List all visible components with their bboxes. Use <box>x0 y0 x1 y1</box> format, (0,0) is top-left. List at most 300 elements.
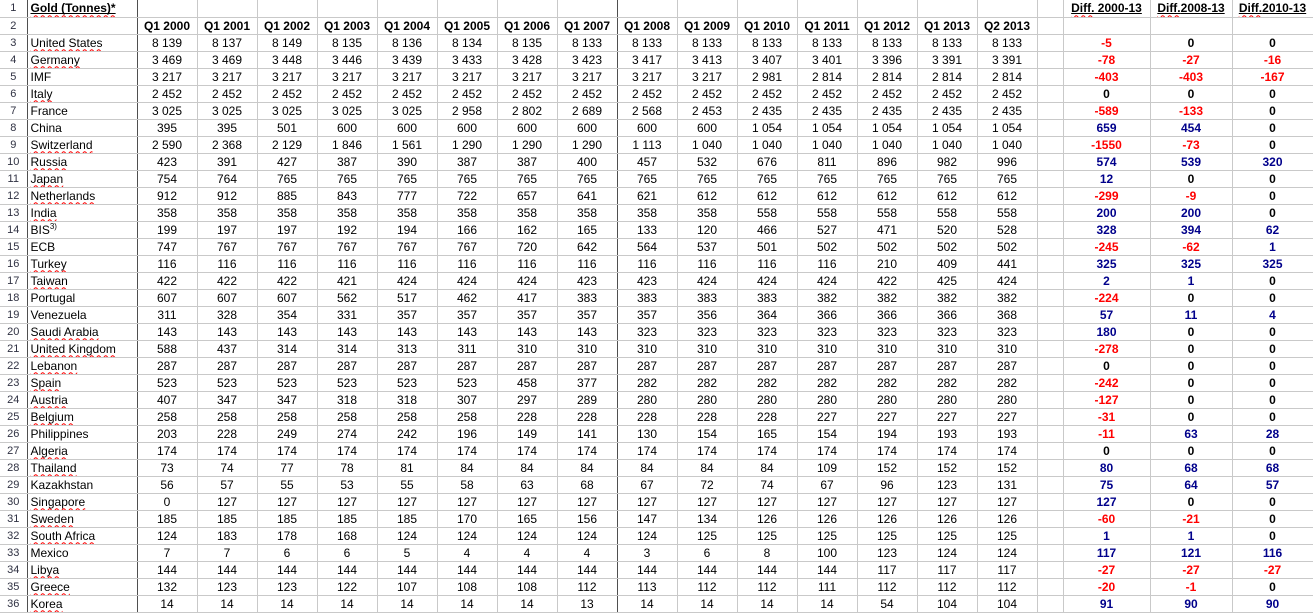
quarter-header[interactable]: Q1 2001 <box>197 17 257 34</box>
value-cell[interactable]: 588 <box>137 340 197 357</box>
empty-cell[interactable] <box>497 0 557 17</box>
value-cell[interactable]: 170 <box>437 510 497 527</box>
value-cell[interactable]: 174 <box>137 442 197 459</box>
value-cell[interactable]: 156 <box>557 510 617 527</box>
value-cell[interactable]: 3 401 <box>797 51 857 68</box>
empty-cell[interactable] <box>1037 357 1063 374</box>
value-cell[interactable]: 310 <box>797 340 857 357</box>
diff-cell[interactable]: -73 <box>1150 136 1232 153</box>
value-cell[interactable]: 280 <box>677 391 737 408</box>
diff-cell[interactable]: 0 <box>1232 408 1313 425</box>
value-cell[interactable]: 391 <box>197 153 257 170</box>
diff-cell[interactable]: 0 <box>1063 357 1150 374</box>
row-number[interactable]: 28 <box>0 459 27 476</box>
value-cell[interactable]: 13 <box>557 595 617 612</box>
value-cell[interactable]: 765 <box>737 170 797 187</box>
value-cell[interactable]: 4 <box>437 544 497 561</box>
value-cell[interactable]: 1 054 <box>977 119 1037 136</box>
diff-cell[interactable]: 0 <box>1232 493 1313 510</box>
diff-cell[interactable]: 64 <box>1150 476 1232 493</box>
diff-cell[interactable]: -21 <box>1150 510 1232 527</box>
value-cell[interactable]: 127 <box>977 493 1037 510</box>
value-cell[interactable]: 112 <box>917 578 977 595</box>
value-cell[interactable]: 108 <box>497 578 557 595</box>
value-cell[interactable]: 4 <box>557 544 617 561</box>
value-cell[interactable]: 8 133 <box>797 34 857 51</box>
value-cell[interactable]: 210 <box>857 255 917 272</box>
diff-cell[interactable]: 11 <box>1150 306 1232 323</box>
empty-cell[interactable] <box>1037 238 1063 255</box>
value-cell[interactable]: 2 452 <box>317 85 377 102</box>
value-cell[interactable]: 3 025 <box>257 102 317 119</box>
quarter-header[interactable]: Q1 2006 <box>497 17 557 34</box>
diff-cell[interactable]: -403 <box>1150 68 1232 85</box>
value-cell[interactable]: 131 <box>977 476 1037 493</box>
value-cell[interactable]: 14 <box>437 595 497 612</box>
value-cell[interactable]: 6 <box>257 544 317 561</box>
value-cell[interactable]: 143 <box>137 323 197 340</box>
country-cell[interactable] <box>27 221 137 238</box>
value-cell[interactable]: 765 <box>977 170 1037 187</box>
value-cell[interactable]: 523 <box>317 374 377 391</box>
value-cell[interactable]: 3 428 <box>497 51 557 68</box>
value-cell[interactable]: 720 <box>497 238 557 255</box>
value-cell[interactable]: 1 040 <box>857 136 917 153</box>
value-cell[interactable]: 197 <box>257 221 317 238</box>
diff-cell[interactable]: 0 <box>1232 187 1313 204</box>
value-cell[interactable]: 457 <box>617 153 677 170</box>
value-cell[interactable]: 310 <box>857 340 917 357</box>
quarter-header[interactable]: Q1 2012 <box>857 17 917 34</box>
value-cell[interactable]: 287 <box>917 357 977 374</box>
value-cell[interactable]: 174 <box>677 442 737 459</box>
value-cell[interactable]: 765 <box>317 170 377 187</box>
value-cell[interactable]: 382 <box>857 289 917 306</box>
value-cell[interactable]: 3 396 <box>857 51 917 68</box>
value-cell[interactable]: 558 <box>857 204 917 221</box>
value-cell[interactable]: 174 <box>257 442 317 459</box>
value-cell[interactable]: 280 <box>737 391 797 408</box>
value-cell[interactable]: 124 <box>617 527 677 544</box>
value-cell[interactable]: 2 958 <box>437 102 497 119</box>
value-cell[interactable]: 68 <box>557 476 617 493</box>
value-cell[interactable]: 310 <box>497 340 557 357</box>
value-cell[interactable]: 564 <box>617 238 677 255</box>
diff-cell[interactable]: 127 <box>1063 493 1150 510</box>
country-cell[interactable] <box>27 204 137 221</box>
value-cell[interactable]: 1 113 <box>617 136 677 153</box>
value-cell[interactable]: 144 <box>377 561 437 578</box>
diff-cell[interactable]: 0 <box>1232 391 1313 408</box>
value-cell[interactable]: 144 <box>677 561 737 578</box>
value-cell[interactable]: 2 568 <box>617 102 677 119</box>
value-cell[interactable]: 282 <box>677 374 737 391</box>
value-cell[interactable]: 600 <box>617 119 677 136</box>
value-cell[interactable]: 765 <box>257 170 317 187</box>
country-cell[interactable] <box>27 34 137 51</box>
value-cell[interactable]: 126 <box>797 510 857 527</box>
value-cell[interactable]: 307 <box>437 391 497 408</box>
empty-cell[interactable] <box>557 0 617 17</box>
value-cell[interactable]: 116 <box>437 255 497 272</box>
value-cell[interactable]: 3 217 <box>437 68 497 85</box>
value-cell[interactable]: 310 <box>617 340 677 357</box>
diff-cell[interactable]: 328 <box>1063 221 1150 238</box>
country-cell[interactable] <box>27 255 137 272</box>
value-cell[interactable]: 2 452 <box>557 85 617 102</box>
diff-cell[interactable]: -60 <box>1063 510 1150 527</box>
diff-cell[interactable]: 57 <box>1063 306 1150 323</box>
empty-cell[interactable] <box>1037 306 1063 323</box>
value-cell[interactable]: 8 133 <box>617 34 677 51</box>
value-cell[interactable]: 14 <box>137 595 197 612</box>
value-cell[interactable]: 197 <box>197 221 257 238</box>
value-cell[interactable]: 1 054 <box>857 119 917 136</box>
value-cell[interactable]: 383 <box>617 289 677 306</box>
value-cell[interactable]: 57 <box>197 476 257 493</box>
diff-cell[interactable]: 0 <box>1150 391 1232 408</box>
value-cell[interactable]: 3 217 <box>257 68 317 85</box>
value-cell[interactable]: 127 <box>317 493 377 510</box>
value-cell[interactable]: 501 <box>257 119 317 136</box>
value-cell[interactable]: 192 <box>317 221 377 238</box>
value-cell[interactable]: 14 <box>377 595 437 612</box>
value-cell[interactable]: 228 <box>197 425 257 442</box>
value-cell[interactable]: 310 <box>557 340 617 357</box>
value-cell[interactable]: 357 <box>497 306 557 323</box>
empty-cell[interactable] <box>437 0 497 17</box>
value-cell[interactable]: 166 <box>437 221 497 238</box>
diff-cell[interactable]: 0 <box>1150 357 1232 374</box>
value-cell[interactable]: 282 <box>917 374 977 391</box>
empty-cell[interactable] <box>1037 272 1063 289</box>
value-cell[interactable]: 124 <box>557 527 617 544</box>
diff-cell[interactable]: 0 <box>1232 578 1313 595</box>
value-cell[interactable]: 2 452 <box>797 85 857 102</box>
value-cell[interactable]: 600 <box>497 119 557 136</box>
row-number[interactable]: 22 <box>0 357 27 374</box>
empty-cell[interactable] <box>857 0 917 17</box>
value-cell[interactable]: 754 <box>137 170 197 187</box>
value-cell[interactable]: 1 040 <box>917 136 977 153</box>
diff-cell[interactable]: -224 <box>1063 289 1150 306</box>
value-cell[interactable]: 347 <box>257 391 317 408</box>
row-number[interactable]: 33 <box>0 544 27 561</box>
diff-cell[interactable]: -78 <box>1063 51 1150 68</box>
value-cell[interactable]: 287 <box>737 357 797 374</box>
value-cell[interactable]: 2 452 <box>497 85 557 102</box>
row-number[interactable]: 12 <box>0 187 27 204</box>
value-cell[interactable]: 8 137 <box>197 34 257 51</box>
quarter-header[interactable]: Q2 2013 <box>977 17 1037 34</box>
diff-cell[interactable]: -1550 <box>1063 136 1150 153</box>
value-cell[interactable]: 196 <box>437 425 497 442</box>
empty-cell[interactable] <box>1037 493 1063 510</box>
diff-cell[interactable]: 0 <box>1232 442 1313 459</box>
value-cell[interactable]: 777 <box>377 187 437 204</box>
country-cell[interactable] <box>27 119 137 136</box>
value-cell[interactable]: 607 <box>257 289 317 306</box>
value-cell[interactable]: 143 <box>497 323 557 340</box>
value-cell[interactable]: 358 <box>257 204 317 221</box>
value-cell[interactable]: 67 <box>617 476 677 493</box>
value-cell[interactable]: 3 217 <box>557 68 617 85</box>
value-cell[interactable]: 123 <box>857 544 917 561</box>
empty-cell[interactable] <box>1037 527 1063 544</box>
diff-cell[interactable]: 320 <box>1232 153 1313 170</box>
value-cell[interactable]: 462 <box>437 289 497 306</box>
value-cell[interactable]: 612 <box>737 187 797 204</box>
value-cell[interactable]: 2 590 <box>137 136 197 153</box>
value-cell[interactable]: 323 <box>917 323 977 340</box>
value-cell[interactable]: 126 <box>917 510 977 527</box>
empty-cell[interactable] <box>1037 459 1063 476</box>
value-cell[interactable]: 912 <box>197 187 257 204</box>
value-cell[interactable]: 84 <box>617 459 677 476</box>
value-cell[interactable]: 607 <box>197 289 257 306</box>
value-cell[interactable]: 124 <box>497 527 557 544</box>
row-number[interactable]: 10 <box>0 153 27 170</box>
value-cell[interactable]: 424 <box>977 272 1037 289</box>
quarter-header[interactable]: Q1 2000 <box>137 17 197 34</box>
value-cell[interactable]: 765 <box>797 170 857 187</box>
value-cell[interactable]: 2 435 <box>917 102 977 119</box>
empty-cell[interactable] <box>1037 102 1063 119</box>
value-cell[interactable]: 144 <box>557 561 617 578</box>
value-cell[interactable]: 2 452 <box>917 85 977 102</box>
value-cell[interactable]: 767 <box>197 238 257 255</box>
row-number[interactable]: 20 <box>0 323 27 340</box>
diff-cell[interactable]: 1 <box>1063 527 1150 544</box>
diff-cell[interactable]: 90 <box>1232 595 1313 612</box>
country-cell[interactable] <box>27 136 137 153</box>
value-cell[interactable]: 228 <box>497 408 557 425</box>
row-number[interactable]: 23 <box>0 374 27 391</box>
country-cell[interactable] <box>27 561 137 578</box>
value-cell[interactable]: 383 <box>557 289 617 306</box>
value-cell[interactable]: 280 <box>917 391 977 408</box>
value-cell[interactable]: 641 <box>557 187 617 204</box>
value-cell[interactable]: 8 139 <box>137 34 197 51</box>
value-cell[interactable]: 72 <box>677 476 737 493</box>
value-cell[interactable]: 174 <box>857 442 917 459</box>
value-cell[interactable]: 314 <box>257 340 317 357</box>
value-cell[interactable]: 318 <box>317 391 377 408</box>
diff-cell[interactable]: 659 <box>1063 119 1150 136</box>
diff-cell[interactable]: 0 <box>1150 442 1232 459</box>
value-cell[interactable]: 242 <box>377 425 437 442</box>
value-cell[interactable]: 55 <box>257 476 317 493</box>
value-cell[interactable]: 982 <box>917 153 977 170</box>
value-cell[interactable]: 126 <box>857 510 917 527</box>
diff-cell[interactable]: 116 <box>1232 544 1313 561</box>
country-cell[interactable] <box>27 153 137 170</box>
empty-cell[interactable] <box>1037 476 1063 493</box>
country-cell[interactable] <box>27 527 137 544</box>
value-cell[interactable]: 127 <box>917 493 977 510</box>
value-cell[interactable]: 2 452 <box>977 85 1037 102</box>
value-cell[interactable]: 282 <box>857 374 917 391</box>
diff-cell[interactable]: 80 <box>1063 459 1150 476</box>
value-cell[interactable]: 199 <box>137 221 197 238</box>
value-cell[interactable]: 116 <box>557 255 617 272</box>
value-cell[interactable]: 112 <box>737 578 797 595</box>
empty-cell[interactable] <box>677 0 737 17</box>
value-cell[interactable]: 311 <box>137 306 197 323</box>
value-cell[interactable]: 174 <box>737 442 797 459</box>
value-cell[interactable]: 600 <box>437 119 497 136</box>
value-cell[interactable]: 424 <box>377 272 437 289</box>
row-number[interactable]: 8 <box>0 119 27 136</box>
value-cell[interactable]: 2 814 <box>797 68 857 85</box>
value-cell[interactable]: 112 <box>977 578 1037 595</box>
value-cell[interactable]: 174 <box>317 442 377 459</box>
value-cell[interactable]: 502 <box>917 238 977 255</box>
value-cell[interactable]: 310 <box>737 340 797 357</box>
row-number[interactable]: 24 <box>0 391 27 408</box>
value-cell[interactable]: 767 <box>437 238 497 255</box>
value-cell[interactable]: 6 <box>317 544 377 561</box>
value-cell[interactable]: 2 435 <box>857 102 917 119</box>
value-cell[interactable]: 174 <box>617 442 677 459</box>
value-cell[interactable]: 125 <box>677 527 737 544</box>
value-cell[interactable]: 368 <box>977 306 1037 323</box>
value-cell[interactable]: 1 040 <box>977 136 1037 153</box>
value-cell[interactable]: 143 <box>317 323 377 340</box>
value-cell[interactable]: 14 <box>317 595 377 612</box>
value-cell[interactable]: 676 <box>737 153 797 170</box>
value-cell[interactable]: 125 <box>857 527 917 544</box>
value-cell[interactable]: 228 <box>677 408 737 425</box>
value-cell[interactable]: 185 <box>317 510 377 527</box>
value-cell[interactable]: 409 <box>917 255 977 272</box>
value-cell[interactable]: 2 452 <box>677 85 737 102</box>
value-cell[interactable]: 458 <box>497 374 557 391</box>
value-cell[interactable]: 323 <box>857 323 917 340</box>
value-cell[interactable]: 523 <box>197 374 257 391</box>
value-cell[interactable]: 117 <box>857 561 917 578</box>
value-cell[interactable]: 3 439 <box>377 51 437 68</box>
value-cell[interactable]: 287 <box>797 357 857 374</box>
value-cell[interactable]: 144 <box>317 561 377 578</box>
empty-cell[interactable] <box>1037 510 1063 527</box>
value-cell[interactable]: 767 <box>257 238 317 255</box>
diff-cell[interactable]: 12 <box>1063 170 1150 187</box>
value-cell[interactable]: 407 <box>137 391 197 408</box>
value-cell[interactable]: 14 <box>677 595 737 612</box>
value-cell[interactable]: 120 <box>677 221 737 238</box>
value-cell[interactable]: 123 <box>257 578 317 595</box>
value-cell[interactable]: 562 <box>317 289 377 306</box>
country-cell[interactable] <box>27 425 137 442</box>
row-number[interactable]: 18 <box>0 289 27 306</box>
value-cell[interactable]: 74 <box>737 476 797 493</box>
empty-cell[interactable] <box>1037 340 1063 357</box>
value-cell[interactable]: 612 <box>917 187 977 204</box>
empty-cell[interactable] <box>1037 442 1063 459</box>
country-cell[interactable] <box>27 459 137 476</box>
value-cell[interactable]: 258 <box>257 408 317 425</box>
value-cell[interactable]: 152 <box>977 459 1037 476</box>
value-cell[interactable]: 116 <box>317 255 377 272</box>
value-cell[interactable]: 358 <box>497 204 557 221</box>
value-cell[interactable]: 523 <box>137 374 197 391</box>
row-number[interactable]: 16 <box>0 255 27 272</box>
value-cell[interactable]: 127 <box>857 493 917 510</box>
value-cell[interactable]: 424 <box>797 272 857 289</box>
value-cell[interactable]: 382 <box>977 289 1037 306</box>
diff-cell[interactable]: 0 <box>1150 408 1232 425</box>
empty-cell[interactable] <box>1037 170 1063 187</box>
value-cell[interactable]: 127 <box>797 493 857 510</box>
value-cell[interactable]: 178 <box>257 527 317 544</box>
value-cell[interactable]: 3 025 <box>377 102 437 119</box>
diff-cell[interactable]: 0 <box>1150 170 1232 187</box>
value-cell[interactable]: 896 <box>857 153 917 170</box>
value-cell[interactable]: 811 <box>797 153 857 170</box>
diff-cell[interactable]: 0 <box>1150 34 1232 51</box>
value-cell[interactable]: 1 054 <box>737 119 797 136</box>
value-cell[interactable]: 3 391 <box>917 51 977 68</box>
value-cell[interactable]: 1 846 <box>317 136 377 153</box>
diff-cell[interactable]: -167 <box>1232 68 1313 85</box>
value-cell[interactable]: 3 217 <box>497 68 557 85</box>
value-cell[interactable]: 2 814 <box>857 68 917 85</box>
empty-cell[interactable] <box>1037 51 1063 68</box>
quarter-header[interactable]: Q1 2005 <box>437 17 497 34</box>
value-cell[interactable]: 258 <box>197 408 257 425</box>
value-cell[interactable]: 143 <box>197 323 257 340</box>
value-cell[interactable]: 3 025 <box>137 102 197 119</box>
empty-cell[interactable] <box>1150 17 1232 34</box>
value-cell[interactable]: 108 <box>437 578 497 595</box>
value-cell[interactable]: 125 <box>977 527 1037 544</box>
row-number[interactable]: 36 <box>0 595 27 612</box>
value-cell[interactable]: 116 <box>257 255 317 272</box>
value-cell[interactable]: 14 <box>797 595 857 612</box>
value-cell[interactable]: 287 <box>977 357 1037 374</box>
value-cell[interactable]: 1 040 <box>797 136 857 153</box>
diff-cell[interactable]: -20 <box>1063 578 1150 595</box>
value-cell[interactable]: 424 <box>737 272 797 289</box>
diff-cell[interactable]: 0 <box>1232 340 1313 357</box>
country-cell[interactable] <box>27 170 137 187</box>
value-cell[interactable]: 523 <box>377 374 437 391</box>
empty-cell[interactable] <box>1037 255 1063 272</box>
row-number[interactable]: 4 <box>0 51 27 68</box>
value-cell[interactable]: 127 <box>557 493 617 510</box>
country-cell[interactable] <box>27 510 137 527</box>
value-cell[interactable]: 3 469 <box>137 51 197 68</box>
value-cell[interactable]: 227 <box>797 408 857 425</box>
value-cell[interactable]: 387 <box>317 153 377 170</box>
value-cell[interactable]: 358 <box>677 204 737 221</box>
row-number[interactable]: 15 <box>0 238 27 255</box>
country-cell[interactable] <box>27 85 137 102</box>
row-number[interactable]: 34 <box>0 561 27 578</box>
country-cell[interactable] <box>27 51 137 68</box>
empty-cell[interactable] <box>1037 204 1063 221</box>
value-cell[interactable]: 116 <box>797 255 857 272</box>
value-cell[interactable]: 354 <box>257 306 317 323</box>
value-cell[interactable]: 1 040 <box>737 136 797 153</box>
value-cell[interactable]: 14 <box>497 595 557 612</box>
value-cell[interactable]: 116 <box>677 255 737 272</box>
value-cell[interactable]: 287 <box>137 357 197 374</box>
country-cell[interactable] <box>27 289 137 306</box>
value-cell[interactable]: 143 <box>377 323 437 340</box>
value-cell[interactable]: 310 <box>677 340 737 357</box>
